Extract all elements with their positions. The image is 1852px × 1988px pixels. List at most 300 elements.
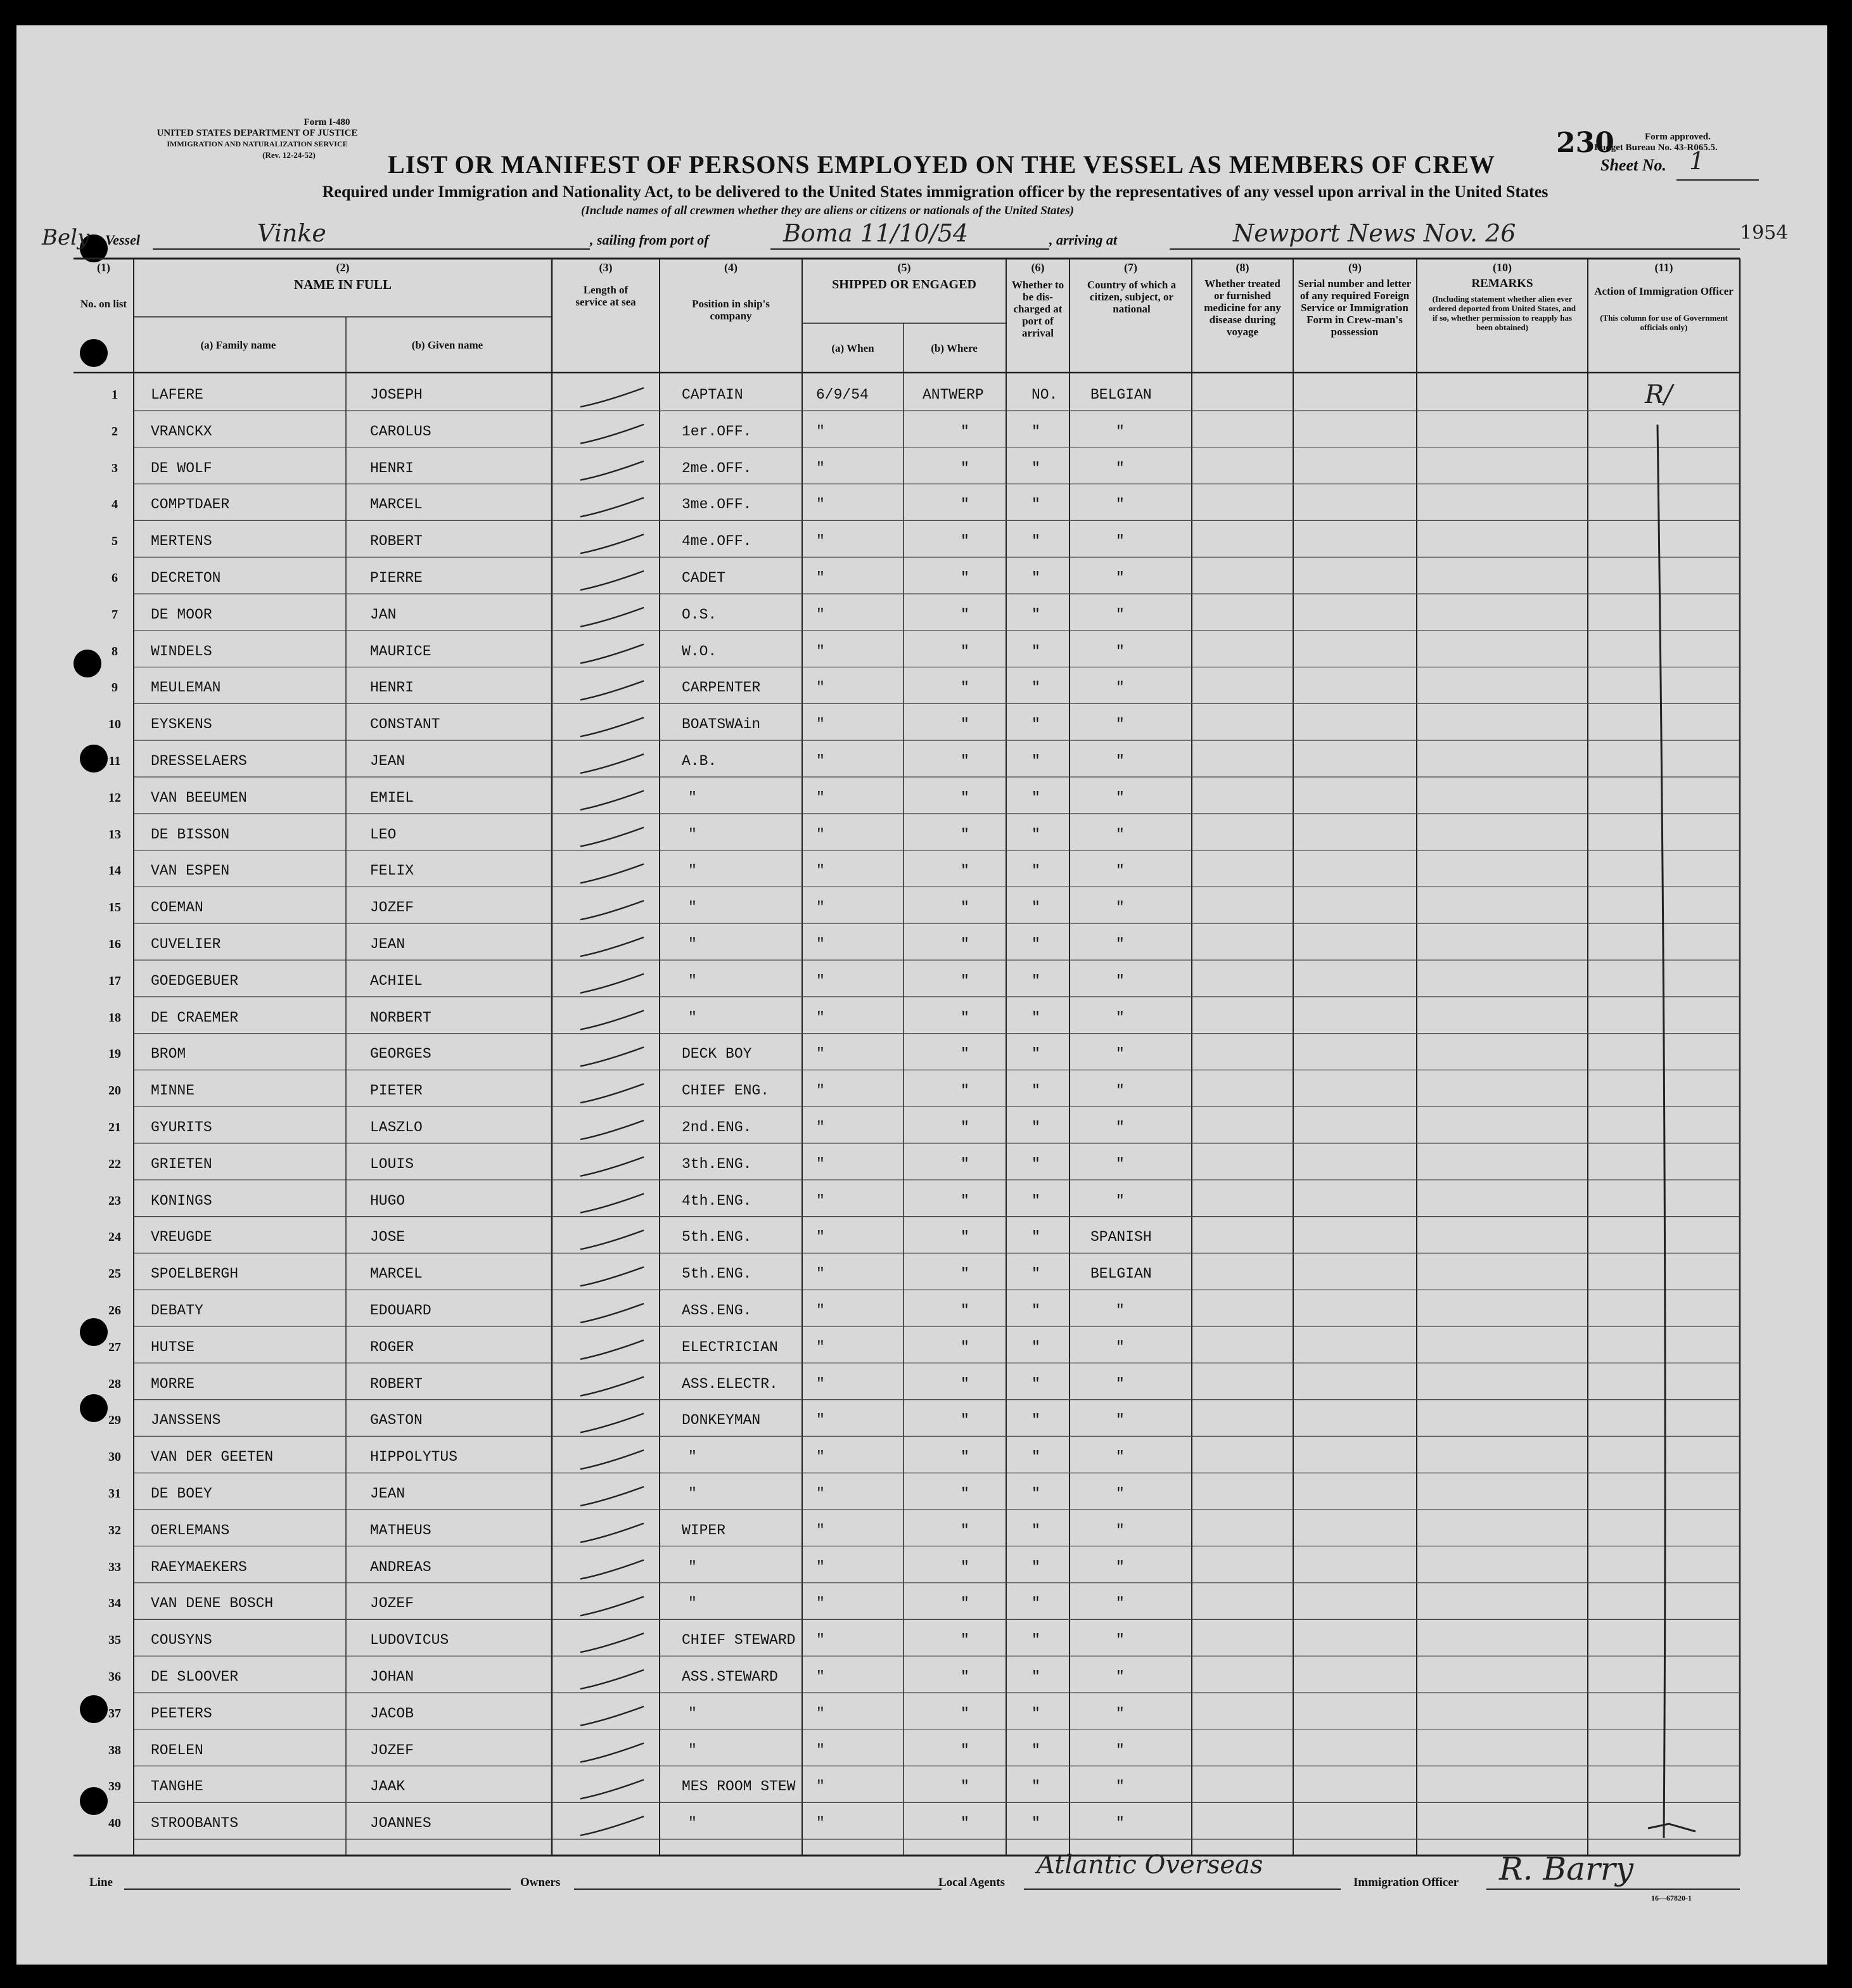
country: BELGIAN xyxy=(1090,387,1152,403)
given-name: JOANNES xyxy=(370,1815,431,1832)
family-name: VAN DENE BOSCH xyxy=(151,1595,274,1612)
discharged: " xyxy=(1031,459,1040,477)
department: UNITED STATES DEPARTMENT OF JUSTICE xyxy=(156,128,358,138)
row-number: 23 xyxy=(108,1193,121,1208)
family-name: WINDELS xyxy=(151,643,212,660)
given-name: ANDREAS xyxy=(370,1558,431,1575)
shipped-where: " xyxy=(961,423,969,440)
row-number: 30 xyxy=(108,1450,121,1465)
position: 2me.OFF. xyxy=(682,459,752,477)
shipped-where: " xyxy=(961,1522,969,1539)
shipped-when: " xyxy=(816,1338,825,1356)
discharged: " xyxy=(1031,1082,1040,1100)
family-name: GOEDGEBUER xyxy=(151,972,239,989)
shipped-when: " xyxy=(816,1266,825,1283)
row-number: 16 xyxy=(108,937,121,951)
position: 5th.ENG. xyxy=(682,1266,752,1283)
given-name: JOHAN xyxy=(370,1669,414,1685)
country: " xyxy=(1116,826,1125,843)
form-number: Form I-480 xyxy=(303,117,350,127)
vessel-label: Vessel xyxy=(105,232,140,248)
col1-number: (1) xyxy=(97,261,110,274)
officer-mark: R/ xyxy=(1645,380,1673,409)
family-name: LAFERE xyxy=(151,387,203,403)
given-name: CONSTANT xyxy=(370,716,440,733)
discharged: " xyxy=(1031,972,1040,989)
shipped-when: " xyxy=(816,1669,825,1685)
position: 4me.OFF. xyxy=(682,533,752,550)
agents-label: Local Agents xyxy=(938,1876,1006,1889)
shipped-where: " xyxy=(961,1558,969,1575)
family-name: COEMAN xyxy=(151,899,203,916)
shipped-when: " xyxy=(816,1485,825,1502)
family-name: MERTENS xyxy=(151,533,212,550)
shipped-where: " xyxy=(961,1741,969,1759)
discharged: " xyxy=(1031,1192,1040,1209)
discharged: " xyxy=(1031,496,1040,513)
family-name: OERLEMANS xyxy=(151,1522,230,1539)
shipped-where: " xyxy=(961,1485,969,1502)
row-number: 32 xyxy=(108,1523,121,1537)
row-number: 12 xyxy=(108,790,121,805)
country: " xyxy=(1116,1338,1125,1356)
family-name: JANSSENS xyxy=(151,1412,221,1429)
position: " xyxy=(688,1595,697,1612)
row-number: 21 xyxy=(108,1120,121,1134)
service-name: IMMIGRATION AND NATURALIZATION SERVICE xyxy=(167,139,348,148)
officer-label: Immigration Officer xyxy=(1353,1876,1459,1889)
country: " xyxy=(1116,1485,1125,1502)
col6-number: (6) xyxy=(1031,261,1045,274)
family-name: MEULEMAN xyxy=(151,679,221,696)
shipped-where: " xyxy=(961,1229,969,1246)
discharged: " xyxy=(1031,936,1040,952)
shipped-when: 6/9/54 xyxy=(816,387,869,403)
shipped-when: " xyxy=(816,1815,825,1832)
shipped-where: " xyxy=(961,1082,969,1100)
country: " xyxy=(1116,789,1125,806)
row-number: 29 xyxy=(108,1413,121,1428)
country: " xyxy=(1116,1558,1125,1575)
position: " xyxy=(688,1741,697,1759)
row-number: 24 xyxy=(108,1230,121,1245)
position: CHIEF ENG. xyxy=(682,1082,770,1100)
family-name: STROOBANTS xyxy=(151,1815,239,1832)
row-number: 22 xyxy=(108,1157,121,1171)
given-name: JOZEF xyxy=(370,1595,414,1612)
position: A.B. xyxy=(682,753,717,769)
col1-header: No. on list xyxy=(80,298,127,310)
shipped-when: " xyxy=(816,1302,825,1319)
family-name: GRIETEN xyxy=(151,1155,212,1172)
owners-label: Owners xyxy=(520,1876,561,1889)
shipped-where: " xyxy=(961,1266,969,1283)
row-number: 17 xyxy=(108,973,121,988)
country: " xyxy=(1116,1815,1125,1832)
discharged: " xyxy=(1031,1046,1040,1063)
discharged: " xyxy=(1031,1119,1040,1136)
country: BELGIAN xyxy=(1090,1266,1152,1283)
country: " xyxy=(1116,1155,1125,1172)
shipped-when: " xyxy=(816,1595,825,1612)
shipped-where: " xyxy=(961,1778,969,1795)
manifest-subtitle-note: (Include names of all crewmen whether they are aliens or citizens or nationals of the United States) xyxy=(581,204,1074,217)
family-name: DE WOLF xyxy=(151,459,212,477)
arriving-label: , arriving at xyxy=(1049,232,1117,248)
country: " xyxy=(1116,753,1125,769)
position: CARPENTER xyxy=(682,679,761,696)
col7-number: (7) xyxy=(1124,261,1137,274)
discharged: " xyxy=(1031,1815,1040,1832)
discharged: " xyxy=(1031,1449,1040,1466)
col10-note: (Including statement whether alien ever ordered deported from United States, and if so, whether permission to reapply has been obtained) xyxy=(1428,294,1576,332)
col4-header: Position in ship's company xyxy=(692,298,770,322)
family-name: DE SLOOVER xyxy=(151,1669,239,1685)
given-name: JEAN xyxy=(370,936,406,952)
country: " xyxy=(1116,496,1125,513)
discharged: " xyxy=(1031,1229,1040,1246)
discharged: NO. xyxy=(1031,387,1058,403)
row-number: 36 xyxy=(108,1670,121,1684)
shipped-when: " xyxy=(816,1632,825,1649)
shipped-where: " xyxy=(961,1632,969,1649)
row-number: 5 xyxy=(112,534,118,549)
col2-header: NAME IN FULL xyxy=(293,277,392,292)
shipped-where: " xyxy=(961,606,969,623)
shipped-where: " xyxy=(961,1705,969,1722)
position: " xyxy=(688,826,697,843)
shipped-where: " xyxy=(961,1155,969,1172)
family-name: TANGHE xyxy=(151,1778,203,1795)
family-name: COUSYNS xyxy=(151,1632,212,1649)
shipped-when: " xyxy=(816,570,825,586)
family-name: BROM xyxy=(151,1046,186,1063)
shipped-when: " xyxy=(816,1705,825,1722)
row-number: 11 xyxy=(108,754,121,768)
position: " xyxy=(688,1705,697,1722)
row-number: 20 xyxy=(108,1084,121,1098)
shipped-when: " xyxy=(816,789,825,806)
shipped-where: " xyxy=(961,1302,969,1319)
family-name: VRANCKX xyxy=(151,423,212,440)
discharged: " xyxy=(1031,863,1040,880)
discharged: " xyxy=(1031,1705,1040,1722)
position: " xyxy=(688,899,697,916)
shipped-when: " xyxy=(816,753,825,769)
shipped-when: " xyxy=(816,972,825,989)
row-number: 33 xyxy=(108,1560,121,1574)
family-name: DE MOOR xyxy=(151,606,212,623)
stamp-number: 230 xyxy=(1556,127,1614,159)
given-name: FELIX xyxy=(370,863,414,880)
given-name: HUGO xyxy=(370,1192,406,1209)
col8-header: Whether treated or furnished medicine for any disease during voyage xyxy=(1204,278,1281,338)
country: " xyxy=(1116,1375,1125,1392)
col3-number: (3) xyxy=(599,261,613,274)
row-number: 19 xyxy=(108,1047,121,1061)
shipped-when: " xyxy=(816,1119,825,1136)
manifest-title: LIST OR MANIFEST OF PERSONS EMPLOYED ON THE VESSEL AS MEMBERS OF CREW xyxy=(388,150,1495,179)
shipped-where: ANTWERP xyxy=(923,387,984,403)
discharged: " xyxy=(1031,570,1040,586)
shipped-when: " xyxy=(816,1375,825,1392)
row-number: 38 xyxy=(108,1743,121,1757)
shipped-where: " xyxy=(961,459,969,477)
col2b-header: (b) Given name xyxy=(411,339,483,351)
discharged: " xyxy=(1031,606,1040,623)
given-name: CAROLUS xyxy=(370,423,431,440)
row-number: 14 xyxy=(108,864,121,878)
shipped-where: " xyxy=(961,1669,969,1685)
country: " xyxy=(1116,899,1125,916)
row-number: 8 xyxy=(112,644,118,658)
country: " xyxy=(1116,936,1125,952)
family-name: HUTSE xyxy=(151,1338,195,1356)
col6-header: Whether to be dis-charged at port of arrival xyxy=(1011,279,1064,339)
shipped-when: " xyxy=(816,899,825,916)
family-name: VAN ESPEN xyxy=(151,863,230,880)
margin-note: Bely xyxy=(42,225,90,250)
row-number: 1 xyxy=(112,388,118,402)
discharged: " xyxy=(1031,1155,1040,1172)
shipped-when: " xyxy=(816,716,825,733)
discharged: " xyxy=(1031,1302,1040,1319)
shipped-when: " xyxy=(816,1192,825,1209)
shipped-when: " xyxy=(816,863,825,880)
family-name: VAN DER GEETEN xyxy=(151,1449,274,1466)
shipped-where: " xyxy=(961,570,969,586)
discharged: " xyxy=(1031,1522,1040,1539)
shipped-when: " xyxy=(816,423,825,440)
position: 3th.ENG. xyxy=(682,1155,752,1172)
shipped-when: " xyxy=(816,679,825,696)
position: DECK BOY xyxy=(682,1046,752,1063)
col11-header: Action of Immigration Officer xyxy=(1594,285,1734,297)
family-name: ROELEN xyxy=(151,1741,203,1759)
country: " xyxy=(1116,423,1125,440)
given-name: PIERRE xyxy=(370,570,423,586)
shipped-where: " xyxy=(961,1192,969,1209)
shipped-when: " xyxy=(816,1558,825,1575)
country: " xyxy=(1116,1412,1125,1429)
discharged: " xyxy=(1031,643,1040,660)
row-number: 4 xyxy=(112,497,118,512)
country: " xyxy=(1116,1595,1125,1612)
shipped-when: " xyxy=(816,533,825,550)
discharged: " xyxy=(1031,1741,1040,1759)
given-name: EDOUARD xyxy=(370,1302,431,1319)
discharged: " xyxy=(1031,1485,1040,1502)
family-name: PEETERS xyxy=(151,1705,212,1722)
position: ELECTRICIAN xyxy=(682,1338,778,1356)
position: WIPER xyxy=(682,1522,726,1539)
given-name: EMIEL xyxy=(370,789,414,806)
family-name: DE BISSON xyxy=(151,826,230,843)
position: " xyxy=(688,1485,697,1502)
row-number: 26 xyxy=(108,1304,121,1318)
country: SPANISH xyxy=(1090,1229,1152,1246)
shipped-where: " xyxy=(961,1449,969,1466)
position: CAPTAIN xyxy=(682,387,743,403)
discharged: " xyxy=(1031,1558,1040,1575)
discharged: " xyxy=(1031,826,1040,843)
row-number: 31 xyxy=(108,1487,121,1501)
given-name: HENRI xyxy=(370,459,414,477)
manifest-sheet xyxy=(16,25,1827,1965)
row-number: 39 xyxy=(108,1780,121,1794)
country: " xyxy=(1116,1119,1125,1136)
given-name: LASZLO xyxy=(370,1119,423,1136)
position: " xyxy=(688,1449,697,1466)
sheet-number: 1 xyxy=(1689,147,1705,175)
given-name: JOZEF xyxy=(370,899,414,916)
position: ASS.ELECTR. xyxy=(682,1375,778,1392)
col3-header: Length of service at sea xyxy=(575,284,636,308)
given-name: NORBERT xyxy=(370,1009,431,1026)
shipped-where: " xyxy=(961,1119,969,1136)
shipped-when: " xyxy=(816,1155,825,1172)
position: CADET xyxy=(682,570,726,586)
shipped-where: " xyxy=(961,1009,969,1026)
vessel-name: Vinke xyxy=(257,219,326,247)
col5b-header: (b) Where xyxy=(931,342,978,354)
country: " xyxy=(1116,1009,1125,1026)
row-number: 6 xyxy=(112,571,118,585)
row-number: 34 xyxy=(108,1596,121,1611)
sailing-label: , sailing from port of xyxy=(590,232,709,248)
shipped-where: " xyxy=(961,789,969,806)
discharged: " xyxy=(1031,1375,1040,1392)
country: " xyxy=(1116,606,1125,623)
shipped-where: " xyxy=(961,1338,969,1356)
position: DONKEYMAN xyxy=(682,1412,761,1429)
col9-number: (9) xyxy=(1348,261,1362,274)
country: " xyxy=(1116,863,1125,880)
family-name: MORRE xyxy=(151,1375,195,1392)
shipped-when: " xyxy=(816,1412,825,1429)
family-name: SPOELBERGH xyxy=(151,1266,239,1283)
col2a-header: (a) Family name xyxy=(200,339,276,351)
position: ASS.ENG. xyxy=(682,1302,752,1319)
country: " xyxy=(1116,679,1125,696)
country: " xyxy=(1116,1522,1125,1539)
family-name: RAEYMAEKERS xyxy=(151,1558,247,1575)
shipped-when: " xyxy=(816,826,825,843)
year: 1954 xyxy=(1740,222,1789,244)
shipped-where: " xyxy=(961,533,969,550)
position: " xyxy=(688,1815,697,1832)
position: W.O. xyxy=(682,643,717,660)
budget-bureau: Budget Bureau No. 43-R065.5. xyxy=(1594,143,1718,153)
country: " xyxy=(1116,1778,1125,1795)
discharged: " xyxy=(1031,1632,1040,1649)
family-name: CUVELIER xyxy=(151,936,221,952)
country: " xyxy=(1116,1632,1125,1649)
row-number: 18 xyxy=(108,1010,121,1025)
family-name: DE BOEY xyxy=(151,1485,212,1502)
position: BOATSWAin xyxy=(682,716,761,733)
position: " xyxy=(688,789,697,806)
family-name: DECRETON xyxy=(151,570,221,586)
discharged: " xyxy=(1031,533,1040,550)
discharged: " xyxy=(1031,679,1040,696)
col2-number: (2) xyxy=(336,261,350,274)
row-number: 37 xyxy=(108,1706,121,1721)
discharged: " xyxy=(1031,1595,1040,1612)
position: " xyxy=(688,972,697,989)
row-number: 13 xyxy=(108,827,121,842)
arriving-at: Newport News Nov. 26 xyxy=(1233,219,1516,247)
row-number: 40 xyxy=(108,1816,121,1831)
discharged: " xyxy=(1031,753,1040,769)
position: 1er.OFF. xyxy=(682,423,752,440)
position: MES ROOM STEW xyxy=(682,1778,796,1795)
row-number: 2 xyxy=(112,424,118,439)
given-name: JOSE xyxy=(370,1229,406,1246)
row-number: 15 xyxy=(108,901,121,915)
country: " xyxy=(1116,972,1125,989)
country: " xyxy=(1116,1705,1125,1722)
row-number: 27 xyxy=(108,1340,121,1354)
position: " xyxy=(688,863,697,880)
shipped-when: " xyxy=(816,1046,825,1063)
col11-note: (This column for use of Government officials only) xyxy=(1600,313,1728,332)
country: " xyxy=(1116,533,1125,550)
row-number: 7 xyxy=(112,607,118,622)
position: ASS.STEWARD xyxy=(682,1669,778,1685)
shipped-where: " xyxy=(961,1815,969,1832)
family-name: DRESSELAERS xyxy=(151,753,247,769)
shipped-where: " xyxy=(961,1046,969,1063)
col9-header: Serial number and letter of any required Foreign Service or Immigration Form in Crew-man's possession xyxy=(1298,278,1412,338)
country: " xyxy=(1116,716,1125,733)
row-number: 35 xyxy=(108,1633,121,1648)
position: CHIEF STEWARD xyxy=(682,1632,796,1649)
given-name: HIPPOLYTUS xyxy=(370,1449,458,1466)
shipped-where: " xyxy=(961,899,969,916)
col8-number: (8) xyxy=(1236,261,1249,274)
family-name: DE CRAEMER xyxy=(151,1009,239,1026)
given-name: MAURICE xyxy=(370,643,431,660)
family-name: KONINGS xyxy=(151,1192,212,1209)
given-name: JOZEF xyxy=(370,1741,414,1759)
manifest-subtitle: Required under Immigration and Nationality Act, to be delivered to the United States immigration officer by the representatives of any vessel upon arrival in the United States xyxy=(322,183,1549,201)
shipped-when: " xyxy=(816,1778,825,1795)
country: " xyxy=(1116,459,1125,477)
discharged: " xyxy=(1031,899,1040,916)
shipped-when: " xyxy=(816,1009,825,1026)
col10-number: (10) xyxy=(1493,261,1512,274)
officer-signature: R. Barry xyxy=(1499,1850,1634,1887)
position: 4th.ENG. xyxy=(682,1192,752,1209)
country: " xyxy=(1116,1669,1125,1685)
given-name: ACHIEL xyxy=(370,972,423,989)
row-number: 10 xyxy=(108,717,121,732)
shipped-where: " xyxy=(961,1595,969,1612)
col5a-header: (a) When xyxy=(831,342,874,354)
discharged: " xyxy=(1031,1778,1040,1795)
discharged: " xyxy=(1031,423,1040,440)
given-name: PIETER xyxy=(370,1082,423,1100)
shipped-when: " xyxy=(816,459,825,477)
country: " xyxy=(1116,1302,1125,1319)
position: " xyxy=(688,1558,697,1575)
given-name: JOSEPH xyxy=(370,387,423,403)
given-name: GASTON xyxy=(370,1412,423,1429)
discharged: " xyxy=(1031,1338,1040,1356)
given-name: JEAN xyxy=(370,753,406,769)
shipped-when: " xyxy=(816,1082,825,1100)
